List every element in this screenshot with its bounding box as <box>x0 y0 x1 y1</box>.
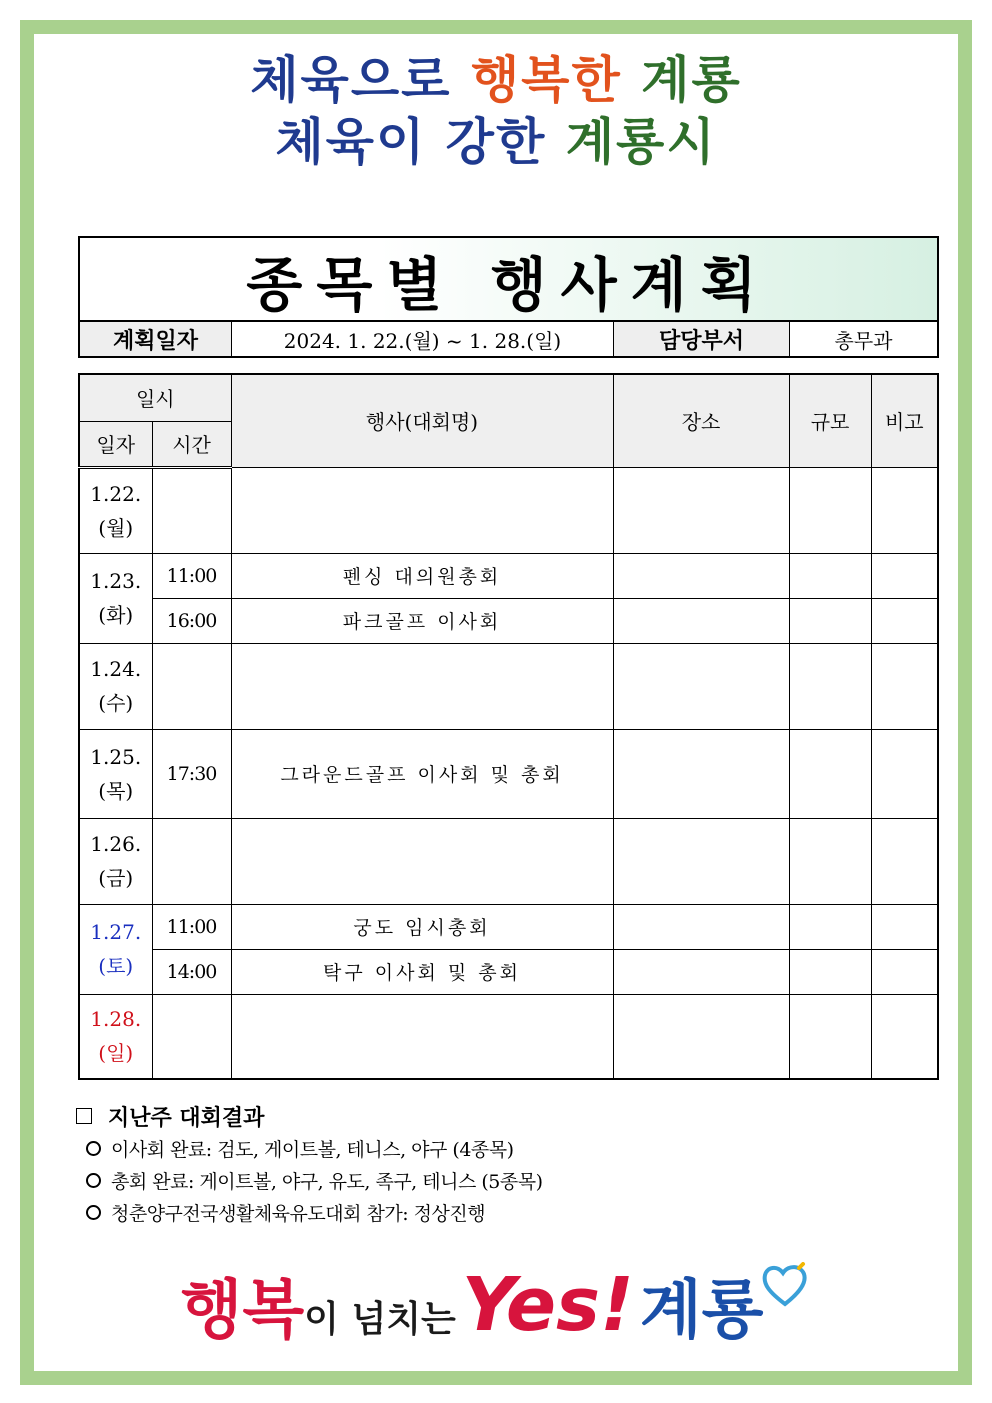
table-row <box>79 729 938 818</box>
date-text: 1.22. <box>90 481 142 506</box>
note-cell <box>871 994 938 1079</box>
place-cell <box>613 643 789 729</box>
results-heading <box>72 1100 932 1132</box>
event-cell: 펜싱 대의원총회 <box>231 553 613 598</box>
plan-info-row <box>78 320 939 358</box>
result-text: 청춘양구전국생활체육유도대회 참가: 정상진행 <box>111 1202 486 1225</box>
place-cell <box>613 904 789 949</box>
date-cell-sunday <box>79 994 152 1079</box>
slogan-word: 체육으로 <box>250 51 452 109</box>
date-cell-saturday <box>79 904 152 994</box>
note-cell <box>871 467 938 553</box>
place-cell <box>613 729 789 818</box>
footer-word: 행복 <box>180 1274 305 1348</box>
header-datetime: 일시 <box>79 374 231 421</box>
weekday-text: (금) <box>98 866 134 890</box>
slogan-line-2 <box>0 112 992 172</box>
note-cell <box>871 643 938 729</box>
date-text: 1.23. <box>90 569 142 593</box>
place-cell <box>613 598 789 643</box>
scale-cell <box>789 904 871 949</box>
table-row <box>79 643 938 729</box>
note-cell <box>871 904 938 949</box>
scale-cell <box>789 994 871 1079</box>
result-text: 총회 완료: 게이트볼, 야구, 유도, 족구, 테니스 (5종목) <box>111 1170 543 1193</box>
event-cell <box>231 643 613 729</box>
title-box <box>78 236 939 321</box>
circle-bullet-icon <box>86 1205 101 1220</box>
date-text: 1.26. <box>90 832 142 856</box>
time-cell <box>152 467 231 553</box>
header-event: 행사(대회명) <box>231 374 613 467</box>
result-text: 이사회 완료: 검도, 게이트볼, 테니스, 야구 (4종목) <box>111 1138 514 1161</box>
table-row <box>79 818 938 904</box>
place-cell <box>613 553 789 598</box>
place-cell <box>613 467 789 553</box>
slogan-word: 체육이 강한 <box>275 113 547 171</box>
time-cell: 14:00 <box>152 949 231 994</box>
time-cell: 11:00 <box>152 904 231 949</box>
page-title: 종목별 행사계획 <box>246 250 771 319</box>
plan-date-label: 계획일자 <box>80 322 232 356</box>
slogan-word: 행복한 <box>470 51 622 109</box>
scale-cell <box>789 467 871 553</box>
footer-slogan <box>0 1250 992 1360</box>
date-cell <box>79 818 152 904</box>
event-cell: 파크골프 이사회 <box>231 598 613 643</box>
event-cell <box>231 994 613 1079</box>
table-row <box>79 994 938 1079</box>
date-text: 1.27. <box>90 920 142 944</box>
schedule-table <box>78 373 939 1080</box>
place-cell <box>613 949 789 994</box>
table-row <box>79 949 938 994</box>
header-note: 비고 <box>871 374 938 467</box>
square-bullet-icon <box>76 1108 92 1124</box>
header-date: 일자 <box>79 421 152 467</box>
date-cell <box>79 643 152 729</box>
note-cell <box>871 553 938 598</box>
date-text: 1.24. <box>90 657 142 681</box>
weekday-text: (목) <box>98 778 134 803</box>
date-text: 1.28. <box>90 1007 142 1032</box>
dept-value: 총무과 <box>834 328 893 353</box>
note-cell <box>871 949 938 994</box>
note-cell <box>871 729 938 818</box>
date-cell <box>79 553 152 643</box>
results-title: 지난주 대회결과 <box>108 1105 265 1131</box>
footer-word: Yes! <box>461 1262 634 1348</box>
event-cell: 궁도 임시총회 <box>231 904 613 949</box>
place-cell <box>613 818 789 904</box>
table-row <box>79 467 938 553</box>
table-row <box>79 598 938 643</box>
plan-date-value: 2024. 1. 22.(월) ~ 1. 28.(일) <box>232 322 614 356</box>
date-text: 1.25. <box>90 744 142 769</box>
circle-bullet-icon <box>86 1173 101 1188</box>
time-cell: 11:00 <box>152 553 231 598</box>
weekday-text: (화) <box>98 603 134 627</box>
list-item <box>86 1132 932 1164</box>
scale-cell <box>789 729 871 818</box>
weekday-text: (수) <box>98 691 134 715</box>
heart-icon <box>759 1262 811 1308</box>
event-cell: 탁구 이사회 및 총회 <box>231 949 613 994</box>
event-cell: 그라운드골프 이사회 및 총회 <box>231 729 613 818</box>
scale-cell <box>789 818 871 904</box>
time-cell <box>152 818 231 904</box>
time-cell <box>152 994 231 1079</box>
date-cell <box>79 729 152 818</box>
event-cell <box>231 818 613 904</box>
date-cell <box>79 467 152 553</box>
slogan-word: 계룡 <box>641 51 742 109</box>
weekday-text: (토) <box>98 954 134 978</box>
time-cell <box>152 643 231 729</box>
table-row <box>79 553 938 598</box>
scale-cell <box>789 643 871 729</box>
time-cell: 17:30 <box>152 729 231 818</box>
note-cell <box>871 598 938 643</box>
scale-cell <box>789 598 871 643</box>
weekday-text: (일) <box>98 1041 134 1066</box>
results-section <box>72 1100 932 1228</box>
place-cell <box>613 994 789 1079</box>
list-item <box>86 1196 932 1228</box>
footer-word: 이 넘치는 <box>304 1298 456 1340</box>
footer-word: 계룡 <box>639 1274 764 1348</box>
time-cell: 16:00 <box>152 598 231 643</box>
list-item <box>86 1164 932 1196</box>
dept-label: 담당부서 <box>614 322 790 356</box>
header-time: 시간 <box>152 421 231 467</box>
weekday-text: (월) <box>98 515 134 540</box>
circle-bullet-icon <box>86 1141 101 1156</box>
header-scale: 규모 <box>789 374 871 467</box>
event-cell <box>231 467 613 553</box>
slogan-line-1 <box>0 50 992 110</box>
note-cell <box>871 818 938 904</box>
scale-cell <box>789 553 871 598</box>
table-row <box>79 904 938 949</box>
scale-cell <box>789 949 871 994</box>
slogan-word: 계룡시 <box>565 113 717 171</box>
header-place: 장소 <box>613 374 789 467</box>
